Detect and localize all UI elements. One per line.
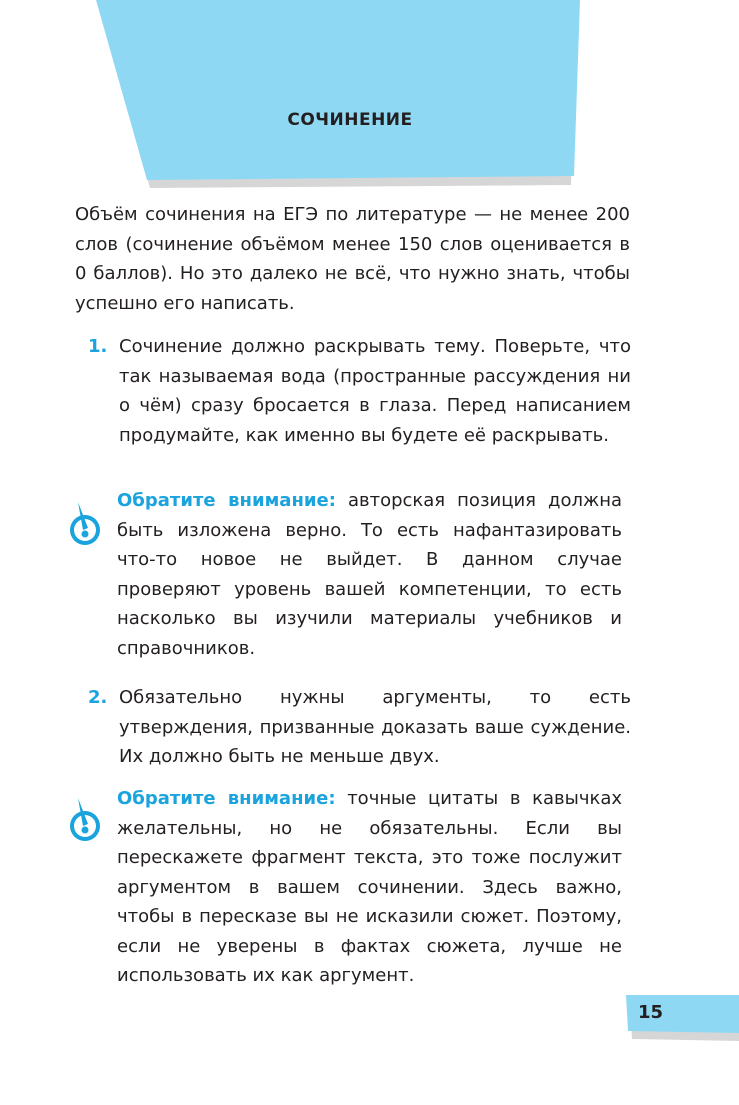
exclamation-note-icon xyxy=(68,500,102,550)
page-number: 15 xyxy=(638,1002,664,1023)
list-text: Обязательно нужны аргументы, то есть утверждения, призванные доказать ваше суждение. Их должно быть не меньше двух. xyxy=(119,687,631,767)
exclamation-note-icon xyxy=(68,796,102,846)
attention-label: Обратите внимание: xyxy=(117,490,336,511)
header-banner xyxy=(0,0,739,200)
attention-text: точные цитаты в кавычках желательны, но не обязательны. Если вы перескажете фрагмент текста, это тоже послужит аргументом в вашем сочинении. Здесь важно, чтобы в пересказе вы не исказили сюжет. Поэтому, если не уверены в фактах сюжета, лучше не использовать их как аргумент. xyxy=(117,788,623,986)
attention-text: авторская позиция должна быть изложена верно. То есть нафантазировать что-то новое не выйдет. В данном случае проверяют уровень вашей компетенции, то есть насколько вы изучили материалы учебников и справочников. xyxy=(117,490,622,659)
list-number: 2. xyxy=(88,687,108,708)
list-number: 1. xyxy=(88,336,108,357)
page-title: СОЧИНЕНИЕ xyxy=(287,110,413,130)
list-text: Сочинение должно раскрывать тему. Поверьте, что так называемая вода (пространные рассуждения ни о чём) сразу бросается в глаза. Перед написанием продумайте, как именно вы будете её раскрывать. xyxy=(119,336,631,446)
intro-paragraph: Объём сочинения на ЕГЭ по литературе — не менее 200 слов (сочинение объёмом менее 150 слов оценивается в 0 баллов). Но это далеко не всё, что нужно знать, чтобы успешно его написать. xyxy=(75,204,630,314)
attention-note xyxy=(117,486,622,663)
attention-note xyxy=(117,784,622,991)
attention-label: Обратите внимание: xyxy=(117,788,336,809)
